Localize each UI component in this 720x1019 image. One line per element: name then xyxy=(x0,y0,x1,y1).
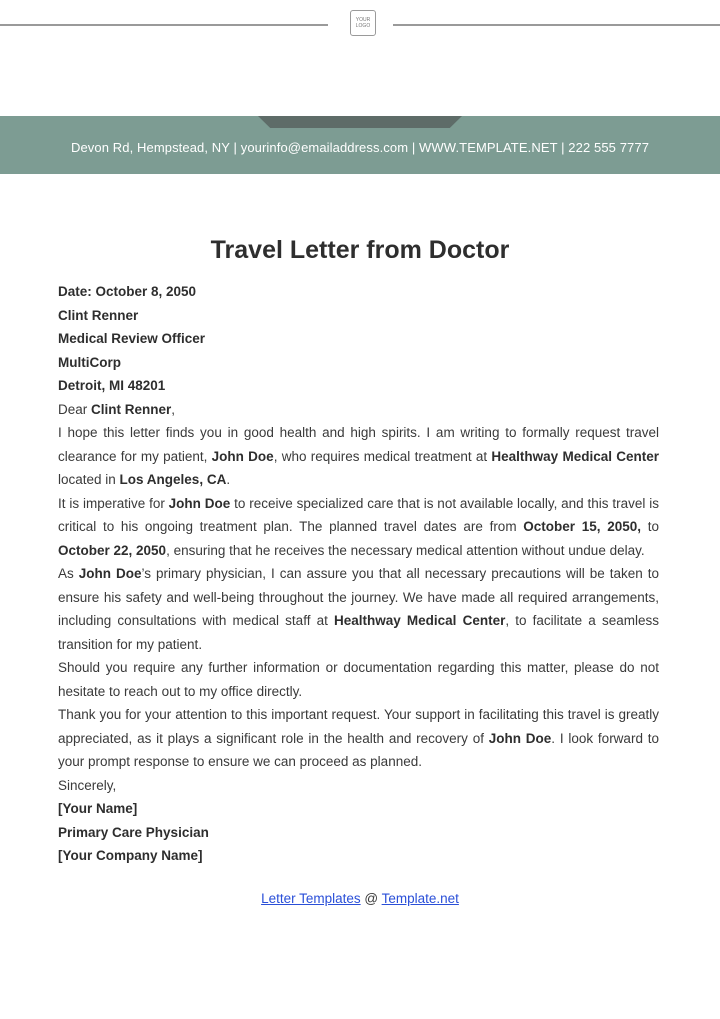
letter-templates-link[interactable]: Letter Templates xyxy=(261,891,361,906)
header-divider-right xyxy=(393,24,720,26)
footer-attribution xyxy=(0,887,720,910)
header-divider-left xyxy=(0,24,328,26)
sign-off: Sincerely, xyxy=(58,777,117,793)
salutation: Dear Clint Renner, xyxy=(58,401,176,417)
letter-title: Travel Letter from Doctor xyxy=(210,236,510,264)
letter-date: Date: October 8, 2050 xyxy=(58,284,197,299)
contact-band-tab xyxy=(258,116,462,128)
paragraph-necessity: It is imperative for John Doe to receive specialized care that is not available locally, and this travel is critical to his ongoing treatment plan. The planned travel dates are from October 15, 2050, to October 22, 2050, ensuring that he receives the necessary medical attention without undue delay. xyxy=(58,495,659,558)
recipient-address: Detroit, MI 48201 xyxy=(58,378,166,393)
paragraph-contact: Should you require any further information or documentation regarding this matter, please do not hesitate to reach out to my office directly. xyxy=(58,660,659,699)
recipient-company: MultiCorp xyxy=(58,354,121,370)
contact-info: Devon Rd, Hempstead, NY | yourinfo@emailaddress.com | WWW.TEMPLATE.NET | 222 555 7777 xyxy=(70,140,650,155)
signer-company: [Your Company Name] xyxy=(58,848,203,863)
paragraph-intro: I hope this letter finds you in good health and high spirits. I am writing to formally request travel clearance for my patient, John Doe, who requires medical treatment at Healthway Medical Center located in Los Angeles, CA. xyxy=(58,425,659,487)
recipient-name: Clint Renner xyxy=(58,307,139,323)
logo-text-top: YOUR xyxy=(355,17,371,23)
paragraph-thanks: Thank you for your attention to this important request. Your support in facilitating this travel is greatly appreciated, as it plays a significant role in the health and recovery of John Doe. I look forward to your prompt response to ensure we can proceed as planned. xyxy=(58,707,659,769)
letter-body xyxy=(58,280,659,868)
paragraph-assurance: As John Doe’s primary physician, I can assure you that all necessary precautions will be taken to ensure his safety and well-being throughout the journey. We have made all required arrangements, including consultations with medical staff at Healthway Medical Center, to facilitate a seamless transition for my patient. xyxy=(58,566,659,652)
signer-role: Primary Care Physician xyxy=(58,824,209,840)
logo-text-bottom: LOGO xyxy=(355,23,371,29)
recipient-position: Medical Review Officer xyxy=(58,331,206,346)
logo-placeholder xyxy=(350,10,376,36)
template-net-link[interactable]: Template.net xyxy=(381,891,459,906)
signer-name: [Your Name] xyxy=(58,801,138,816)
footer-separator: @ xyxy=(360,891,382,906)
